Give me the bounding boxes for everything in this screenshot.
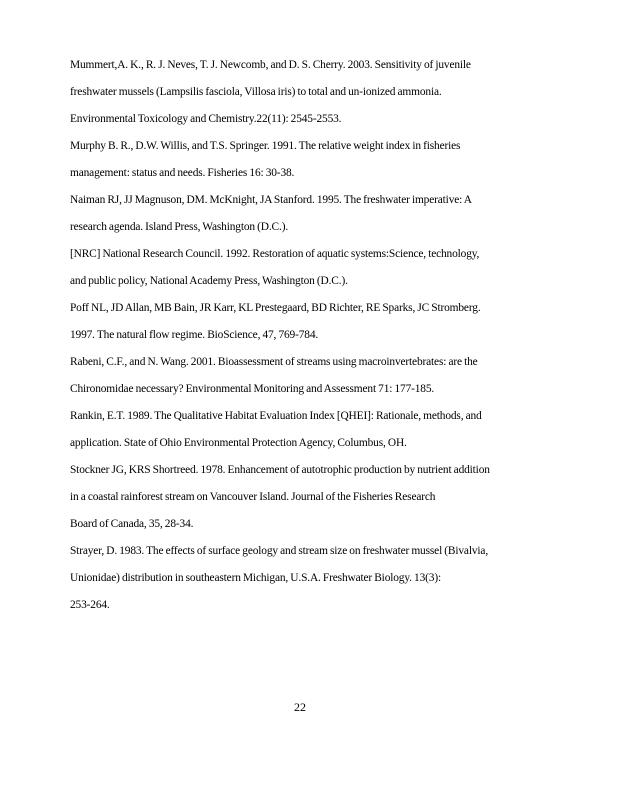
reference-entry [70, 457, 540, 538]
reference-line: Stockner JG, KRS Shortreed. 1978. Enhancement of autotrophic production by nutrient addition [70, 464, 490, 476]
reference-line: in a coastal rainforest stream on Vancouver Island. Journal of the Fisheries Research [70, 491, 436, 503]
reference-line: Rabeni, C.F., and N. Wang. 2001. Bioassessment of streams using macroinvertebrates: are the [70, 356, 478, 368]
reference-line: Rankin, E.T. 1989. The Qualitative Habitat Evaluation Index [QHEI]: Rationale, methods, and [70, 410, 482, 422]
reference-line: Poff NL, JD Allan, MB Bain, JR Karr, KL Prestegaard, BD Richter, RE Sparks, JC Stromberg. [70, 302, 481, 314]
reference-list [70, 52, 540, 619]
reference-line: research agenda. Island Press, Washington (D.C.). [70, 221, 289, 233]
reference-line: Mummert,A. K., R. J. Neves, T. J. Newcomb, and D. S. Cherry. 2003. Sensitivity of juvenile [70, 59, 471, 71]
reference-line: Board of Canada, 35, 28-34. [70, 518, 194, 530]
reference-line: Naiman RJ, JJ Magnuson, DM. McKnight, JA Stanford. 1995. The freshwater imperative: A [70, 194, 472, 206]
reference-line: Chironomidae necessary? Environmental Monitoring and Assessment 71: 177-185. [70, 383, 435, 395]
reference-entry [70, 133, 540, 187]
reference-line: Environmental Toxicology and Chemistry.22(11): 2545-2553. [70, 113, 342, 125]
reference-line: Murphy B. R., D.W. Willis, and T.S. Springer. 1991. The relative weight index in fisheries [70, 140, 461, 152]
reference-entry [70, 187, 540, 241]
reference-entry [70, 295, 540, 349]
reference-line: 1997. The natural flow regime. BioScience, 47, 769-784. [70, 329, 319, 341]
reference-line: [NRC] National Research Council. 1992. Restoration of aquatic systems:Science, technology, [70, 248, 480, 260]
reference-line: application. State of Ohio Environmental Protection Agency, Columbus, OH. [70, 437, 407, 449]
reference-entry [70, 349, 540, 403]
reference-entry [70, 538, 540, 619]
reference-entry [70, 52, 540, 133]
reference-line: Unionidae) distribution in southeastern Michigan, U.S.A. Freshwater Biology. 13(3): [70, 572, 441, 584]
reference-line: Strayer, D. 1983. The effects of surface geology and stream size on freshwater mussel (Bivalvia, [70, 545, 489, 557]
reference-entry [70, 403, 540, 457]
reference-entry [70, 241, 540, 295]
reference-line: and public policy, National Academy Press, Washington (D.C.). [70, 275, 348, 287]
reference-line: management: status and needs. Fisheries 16: 30-38. [70, 167, 295, 179]
reference-line: freshwater mussels (Lampsilis fasciola, Villosa iris) to total and un-ionized ammonia. [70, 86, 442, 98]
reference-line: 253-264. [70, 599, 110, 611]
page-number: 22 [294, 700, 306, 714]
